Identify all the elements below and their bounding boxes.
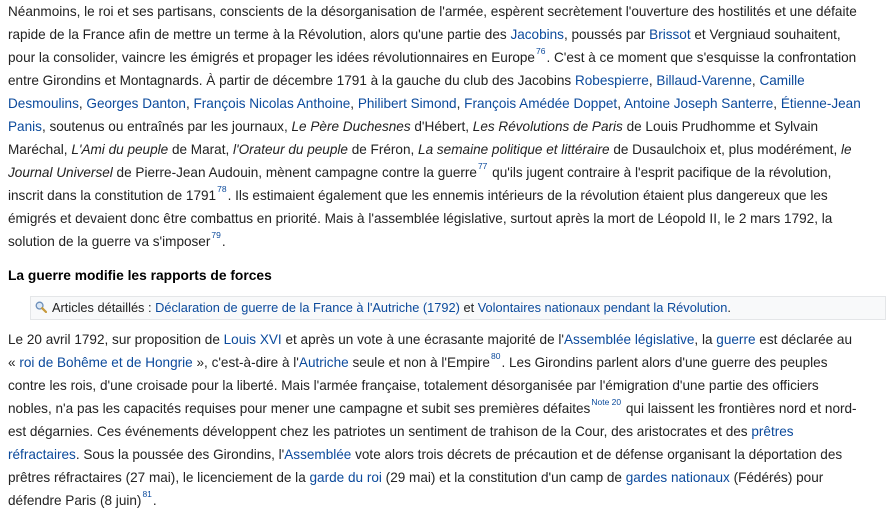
text: ,: [78, 96, 87, 111]
text: de Pierre-Jean Audouin, mènent campagne contre la guerre: [112, 165, 477, 180]
link-francois-amedee-doppet[interactable]: François Amédée Doppet: [464, 96, 618, 111]
link-antoine-joseph-santerre[interactable]: Antoine Joseph Santerre: [624, 96, 774, 111]
hatnote-suffix: .: [727, 300, 731, 315]
text: de Fréron,: [347, 142, 419, 157]
italic-title: Le Père Duchesnes: [291, 119, 411, 134]
text: solution de la guerre va s'imposer: [8, 234, 211, 249]
text: est déclarée au: [755, 332, 853, 347]
text: Le 20 avril 1792, sur proposition de: [8, 332, 224, 347]
text: de Louis Prudhomme et Sylvain: [622, 119, 819, 134]
italic-title: L'Ami du peuple: [71, 142, 169, 157]
paragraph-2: [0, 328, 888, 512]
hatnote-box: [30, 296, 886, 320]
text: entre Girondins et Montagnards. À partir de décembre 1791 à la gauche du club des Jacobins: [8, 73, 575, 88]
text-line: [8, 0, 888, 23]
hatnote-prefix: Articles détaillés :: [52, 300, 156, 315]
text: . Ils estimaient également que les ennemis intérieurs de la révolution étaient plus dangereux que les: [227, 188, 828, 203]
magnifier-icon: [35, 298, 47, 310]
paragraph-1: [0, 0, 888, 253]
link-pretres-refractaires[interactable]: prêtres: [751, 424, 794, 439]
text: ,: [617, 96, 624, 111]
link-assemblee-legislative[interactable]: Assemblée législative: [564, 332, 695, 347]
text: ,: [350, 96, 358, 111]
link-jacobins[interactable]: Jacobins: [510, 27, 564, 42]
reference-80[interactable]: 80: [490, 351, 501, 361]
link-francois-nicolas-anthoine[interactable]: François Nicolas Anthoine: [193, 96, 351, 111]
link-garde-du-roi[interactable]: garde du roi: [309, 470, 382, 485]
link-pretres-refractaires[interactable]: réfractaires: [8, 447, 76, 462]
link-gardes-nationaux[interactable]: gardes nationaux: [625, 470, 730, 485]
link-camille-desmoulins[interactable]: Desmoulins: [8, 96, 79, 111]
note-20[interactable]: Note 20: [591, 397, 622, 407]
text: défendre Paris (8 juin): [8, 493, 142, 508]
link-assemblee[interactable]: Assemblée: [284, 447, 352, 462]
text: seule et non à l'Empire: [348, 355, 490, 370]
text: de Dusaulchoix et, plus modérément,: [609, 142, 841, 157]
text-line: [8, 92, 888, 115]
text: de Marat,: [168, 142, 233, 157]
link-robespierre[interactable]: Robespierre: [574, 73, 649, 88]
text-line: [8, 23, 888, 46]
text: (Fédérés) pour: [729, 470, 824, 485]
reference-76[interactable]: 76: [535, 46, 546, 56]
text-line: [8, 420, 888, 443]
text: (29 mai) et la constitution d'un camp de: [381, 470, 626, 485]
text-line: [8, 184, 888, 207]
link-etienne-jean-panis[interactable]: Étienne-Jean: [780, 96, 861, 111]
link-philibert-simond[interactable]: Philibert Simond: [357, 96, 457, 111]
text: Maréchal,: [8, 142, 72, 157]
text: . Sous la poussée des Girondins, l': [75, 447, 285, 462]
text-line: [8, 207, 888, 230]
text: ,: [751, 73, 760, 88]
reference-81[interactable]: 81: [142, 489, 152, 499]
italic-title: Journal Universel: [8, 165, 113, 180]
text: ,: [773, 96, 781, 111]
link-georges-danton[interactable]: Georges Danton: [86, 96, 186, 111]
text: qu'ils jugent contraire à l'esprit pacifique de la révolution,: [488, 165, 832, 180]
text: prêtres réfractaires (27 mai), le licenciement de la: [8, 470, 310, 485]
text-line: [8, 489, 888, 512]
text: émigrés et devaient donc être combattus en priorité. Mais à l'assemblée législative, surtout après la mort de Léopold II, le 2 mars 1792, la: [8, 211, 833, 226]
link-camille-desmoulins[interactable]: Camille: [759, 73, 805, 88]
text: «: [8, 355, 20, 370]
text: contre les rois, d'une croisade pour la liberté. Mais l'armée française, totalement désorganisée par l'émigration d'une partie des officiers: [8, 378, 819, 393]
text: d'Hébert,: [410, 119, 473, 134]
text: ,: [456, 96, 465, 111]
link-declaration-de-guerre[interactable]: Déclaration de guerre de la France à l'Autriche (1792): [155, 300, 460, 315]
text: .: [221, 234, 226, 249]
reference-78[interactable]: 78: [217, 184, 227, 194]
text-line: [8, 351, 888, 374]
text: », c'est-à-dire à l': [192, 355, 299, 370]
text: ,: [648, 73, 657, 88]
text: rapide de la France afin de mettre un terme à la Révolution, alors qu'une partie des: [8, 27, 511, 42]
text: , poussés par: [563, 27, 650, 42]
text: pour la consolider, vaincre les émigrés et propager les idées révolutionnaires en Europe: [8, 50, 535, 65]
link-autriche[interactable]: Autriche: [298, 355, 349, 370]
text-line: [8, 374, 888, 397]
italic-title: le: [840, 142, 852, 157]
link-billaud-varenne[interactable]: Billaud-Varenne: [656, 73, 752, 88]
text-line: [8, 230, 888, 253]
text-line: [8, 328, 888, 351]
text: ,: [185, 96, 194, 111]
text: , soutenus ou entraînés par les journaux,: [41, 119, 292, 134]
text-line: [8, 397, 888, 420]
italic-title: La semaine politique et littéraire: [418, 142, 610, 157]
text: et Vergniaud souhaitent,: [690, 27, 841, 42]
text-line: [8, 46, 888, 69]
text: qui laissent les frontières nord et nord-: [622, 401, 857, 416]
hatnote-middle: et: [459, 300, 478, 315]
text: inscrit dans la constitution de 1791: [8, 188, 217, 203]
section-heading: La guerre modifie les rapports de forces: [8, 268, 272, 283]
text: Néanmoins, le roi et ses partisans, conscients de la désorganisation de l'armée, espèrent secrètement l'ouverture des hostilités et une défaite: [8, 4, 857, 19]
link-volontaires-nationaux[interactable]: Volontaires nationaux pendant la Révolution: [477, 300, 728, 315]
reference-79[interactable]: 79: [211, 230, 221, 240]
text: . Les Girondins parlent alors d'une guerre des peuples: [501, 355, 828, 370]
reference-77[interactable]: 77: [477, 161, 488, 171]
text-line: [8, 466, 888, 489]
text: et après un vote à une écrasante majorité de l': [281, 332, 564, 347]
link-etienne-jean-panis[interactable]: Panis: [8, 119, 42, 134]
text: nobles, n'a pas les capacités requises pour mener une campagne et subit ses premières défaites: [8, 401, 591, 416]
link-brissot[interactable]: Brissot: [649, 27, 691, 42]
text: vote alors trois décrets de précaution et de défense organisant la déportation des: [351, 447, 843, 462]
link-guerre[interactable]: guerre: [716, 332, 756, 347]
text-line: [8, 161, 888, 184]
text: , la: [694, 332, 717, 347]
text: .: [152, 493, 157, 508]
text: est dégarnies. Ces événements développent chez les patriotes un sentiment de trahison de la Cour, des aristocrates et des: [8, 424, 752, 439]
link-roi-de-boheme[interactable]: roi de Bohême et de Hongrie: [19, 355, 193, 370]
text-line: [8, 138, 888, 161]
text-line: [8, 69, 888, 92]
link-louis-xvi[interactable]: Louis XVI: [223, 332, 282, 347]
italic-title: Les Révolutions de Paris: [472, 119, 623, 134]
text: . C'est à ce moment que s'esquisse la confrontation: [546, 50, 857, 65]
text-line: [8, 443, 888, 466]
italic-title: l'Orateur du peuple: [233, 142, 348, 157]
text-line: [8, 115, 888, 138]
